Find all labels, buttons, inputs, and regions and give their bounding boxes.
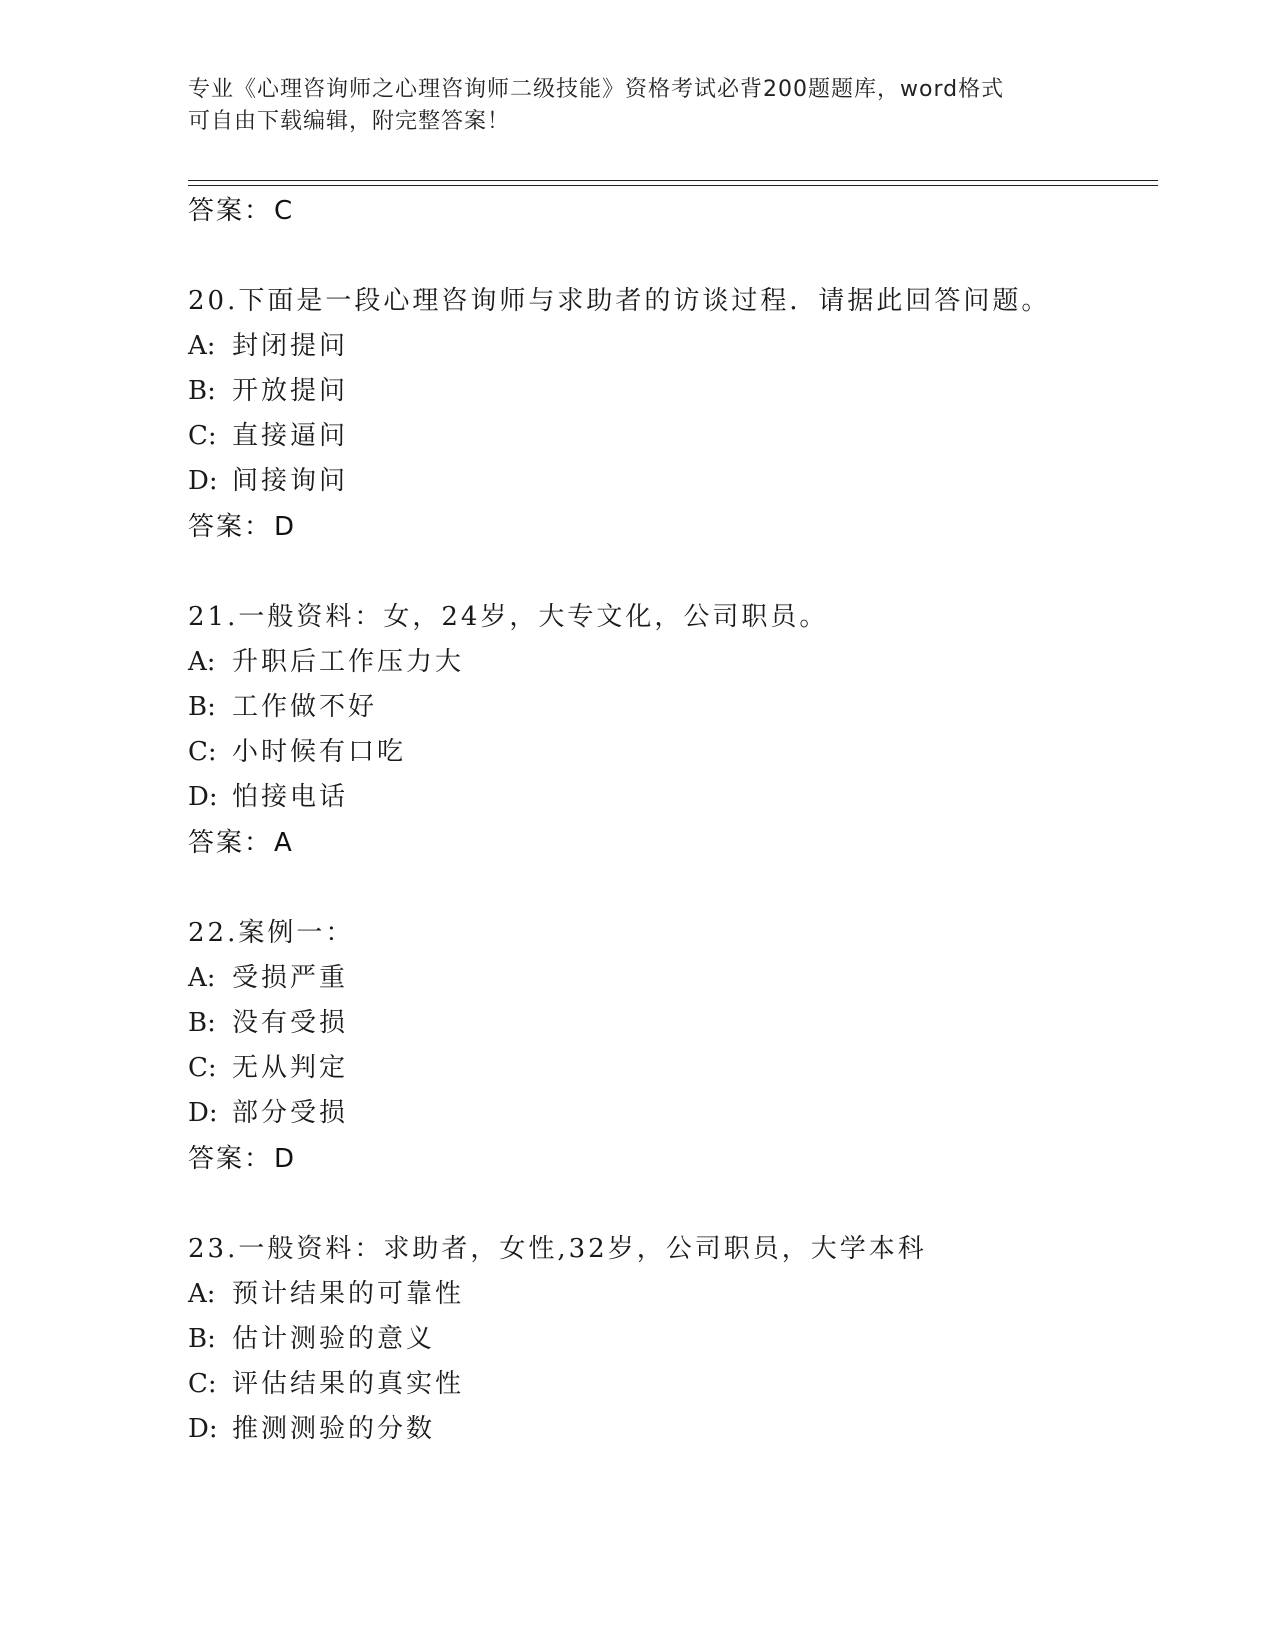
option-key: D:: [188, 1414, 218, 1444]
answer-value: A: [274, 828, 294, 858]
option-text: 评估结果的真实性: [232, 1369, 465, 1399]
option-text: 间接询问: [232, 466, 349, 496]
question-list: [188, 188, 1148, 1452]
answer-label: 答案：: [188, 512, 273, 542]
option-text: 推测测验的分数: [232, 1414, 436, 1444]
option-text: 开放提问: [232, 376, 349, 406]
answer-value: C: [274, 196, 295, 226]
spacer: [188, 234, 1148, 278]
option-a: [188, 324, 1148, 369]
option-b: [188, 369, 1148, 414]
option-key: A:: [188, 331, 216, 361]
option-c: [188, 414, 1148, 459]
option-text: 怕接电话: [232, 782, 349, 812]
option-text: 工作做不好: [232, 692, 378, 722]
option-a: [188, 1272, 1148, 1317]
option-a: [188, 956, 1148, 1001]
question-text: 23.一般资料：求助者，女性,32岁，公司职员，大学本科: [188, 1234, 927, 1264]
question-text: 20.下面是一段心理咨询师与求助者的访谈过程．请据此回答问题。: [188, 286, 1051, 316]
option-d: [188, 1407, 1148, 1452]
option-key: A:: [188, 647, 216, 677]
option-text: 没有受损: [232, 1008, 349, 1038]
option-b: [188, 685, 1148, 730]
option-key: C:: [188, 421, 217, 451]
option-key: C:: [188, 1369, 217, 1399]
option-key: B:: [188, 1008, 216, 1038]
answer-label: 答案：: [188, 1144, 273, 1174]
header-divider-bottom: [188, 185, 1158, 186]
option-key: A:: [188, 1279, 216, 1309]
option-key: C:: [188, 737, 217, 767]
question-block: [188, 910, 1148, 1182]
answer-value: D: [274, 512, 297, 542]
option-c: [188, 1046, 1148, 1091]
option-key: B:: [188, 376, 216, 406]
option-text: 预计结果的可靠性: [232, 1279, 465, 1309]
option-c: [188, 730, 1148, 775]
question-block: [188, 278, 1148, 550]
question-block: [188, 1226, 1148, 1452]
option-text: 部分受损: [232, 1098, 349, 1128]
answer-line: [188, 504, 1148, 550]
option-d: [188, 1091, 1148, 1136]
answer-line: [188, 1136, 1148, 1182]
option-b: [188, 1001, 1148, 1046]
header-line-1: 专业《心理咨询师之心理咨询师二级技能》资格考试必背200题题库，word格式: [188, 77, 1005, 102]
answer-label: 答案：: [188, 828, 273, 858]
spacer: [188, 1182, 1148, 1226]
option-key: B:: [188, 1324, 216, 1354]
option-key: B:: [188, 692, 216, 722]
option-text: 直接逼问: [232, 421, 349, 451]
option-text: 受损严重: [232, 963, 349, 993]
spacer: [188, 866, 1148, 910]
option-text: 升职后工作压力大: [232, 647, 465, 677]
question-text: 21.一般资料：女，24岁，大专文化，公司职员。: [188, 602, 829, 632]
option-b: [188, 1317, 1148, 1362]
option-text: 估计测验的意义: [232, 1324, 436, 1354]
option-text: 小时候有口吃: [232, 737, 407, 767]
answer-label: 答案：: [188, 196, 273, 226]
option-key: A:: [188, 963, 216, 993]
header-line-2: 可自由下载编辑，附完整答案！: [188, 109, 511, 134]
option-key: D:: [188, 1098, 218, 1128]
option-d: [188, 775, 1148, 820]
answer-line: [188, 820, 1148, 866]
option-d: [188, 459, 1148, 504]
option-c: [188, 1362, 1148, 1407]
option-a: [188, 640, 1148, 685]
answer-line: [188, 188, 1148, 234]
header-divider-top: [188, 180, 1158, 181]
page-header: [188, 74, 1088, 138]
option-text: 封闭提问: [232, 331, 349, 361]
question-block: [188, 594, 1148, 866]
option-key: C:: [188, 1053, 217, 1083]
option-key: D:: [188, 466, 218, 496]
spacer: [188, 550, 1148, 594]
option-key: D:: [188, 782, 218, 812]
answer-value: D: [274, 1144, 297, 1174]
question-text: 22.案例一：: [188, 918, 355, 948]
option-text: 无从判定: [232, 1053, 349, 1083]
